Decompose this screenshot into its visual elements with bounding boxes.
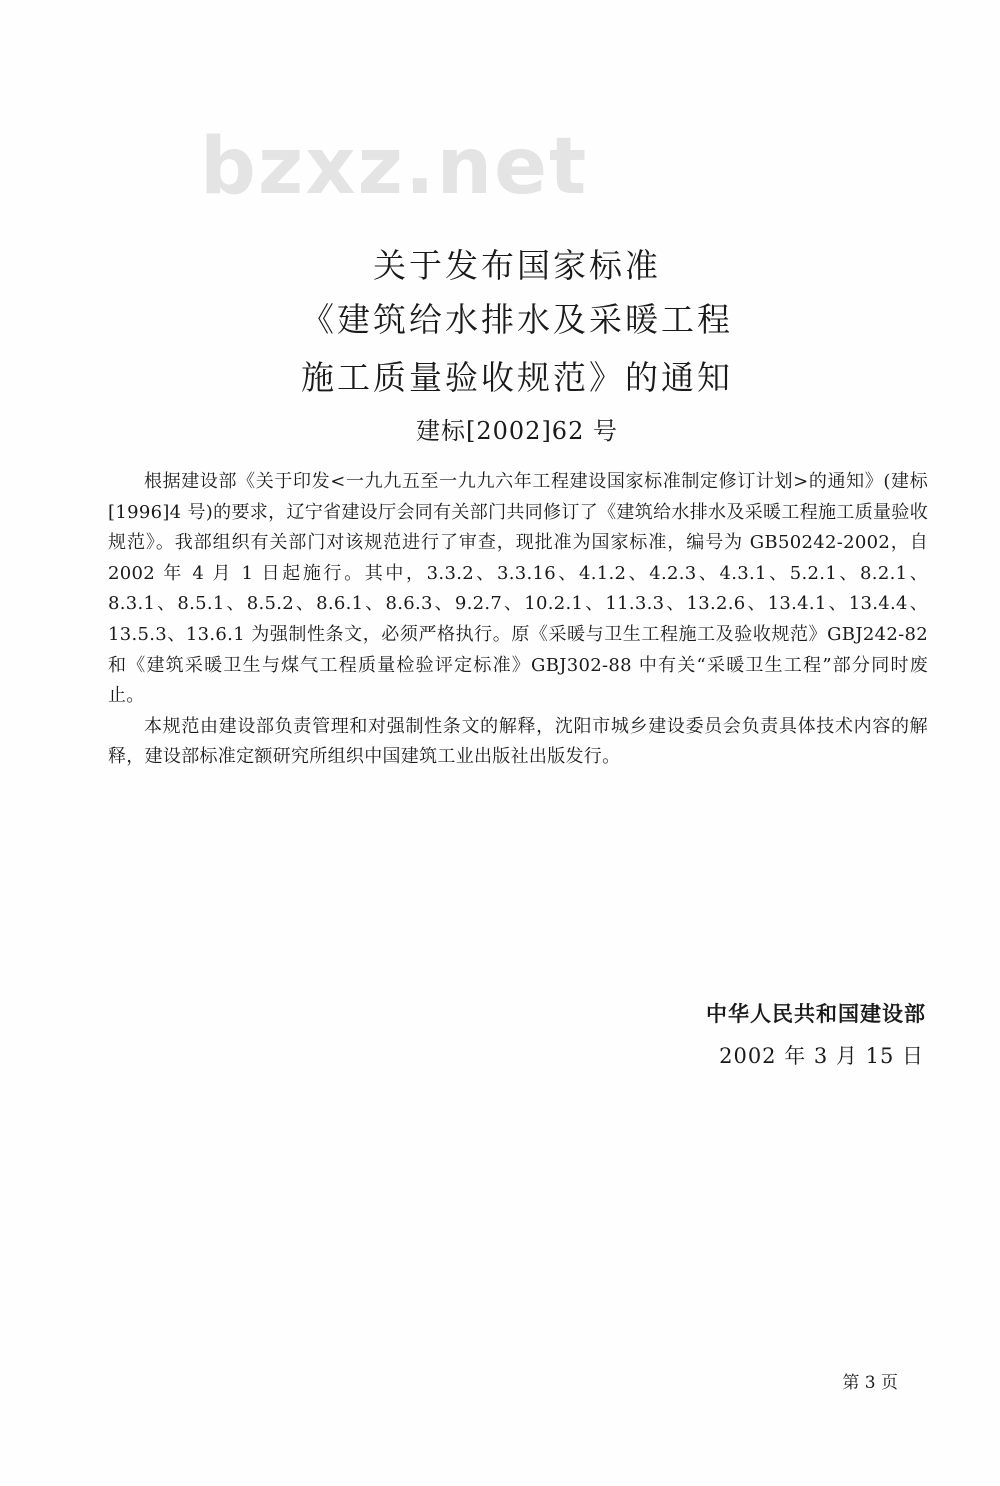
- notice-title-line-2: 《建筑给水排水及采暖工程: [301, 300, 733, 339]
- notice-title-line-1: 关于发布国家标准: [373, 246, 661, 285]
- document-number: 建标[2002]62 号: [416, 417, 618, 445]
- body-paragraph-2: 本规范由建设部负责管理和对强制性条文的解释，沈阳市城乡建设委员会负责具体技术内容的解释，建设部标准定额研究所组织中国建筑工业出版社出版发行。: [108, 715, 928, 768]
- issue-date: 2002 年 3 月 15 日: [719, 1044, 924, 1068]
- page-number: 第 3 页: [842, 1373, 898, 1393]
- body-paragraph-1: 根据建设部《关于印发<一九九五至一九九六年工程建设国家标准制定修订计划>的通知》(建标[1996]4 号)的要求，辽宁省建设厅会同有关部门共同修订了《建筑给水排水及采暖工程施工质量验收规范》。我部组织有关部门对该规范进行了审查，现批准为国家标准，编号为 GB50242-2002，自 2002 年 4 月 1 日起施行。其中，3.3.2、3.3.16、4.1.2、4.2.3、4.3.1、5.2.1、8.2.1、8.3.1、8.5.1、8.5.2、8.6.1、8.6.3、9.2.7、10.2.1、11.3.3、13.2.6、13.4.1、13.4.4、13.5.3、13.6.1 为强制性条文，必须严格执行。原《采暖与卫生工程施工及验收规范》GBJ242-82 和《建筑采暖卫生与煤气工程质量检验评定标准》GBJ302-88 中有关“采暖卫生工程”部分同时废止。: [108, 471, 928, 707]
- watermark-logo: bzxz.net: [200, 122, 589, 212]
- notice-title-line-3: 施工质量验收规范》的通知: [301, 358, 733, 397]
- issuing-authority: 中华人民共和国建设部: [706, 1002, 926, 1026]
- notice-body: [108, 467, 928, 773]
